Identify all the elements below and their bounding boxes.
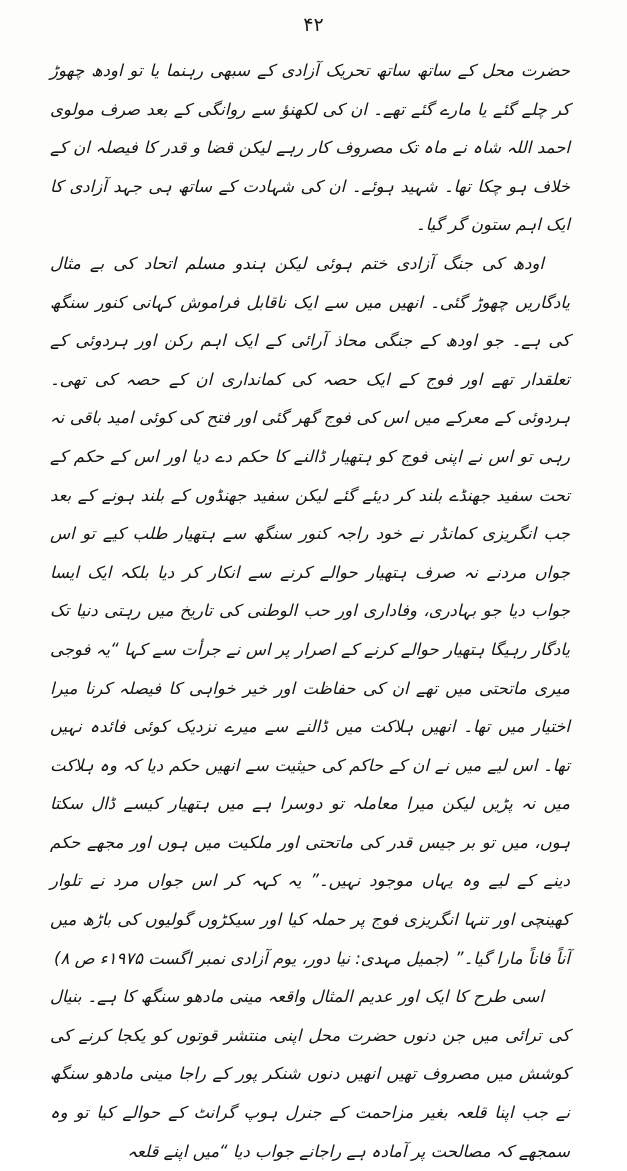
page-number: ۴۲ <box>303 14 324 36</box>
paragraph-kunwar-singh: اودھ کی جنگ آزادی ختم ہوئی لیکن ہندو مسلم اتحاد کی بے مثال یادگاریں چھوڑ گئی۔ انھیں میں سے ایک ناقابل فراموش کہانی کنور سنگھ کی ہے۔ جو اودھ کے جنگی محاذ آرائی کے ایک اہم رکن اور ہردوئی کے تعلقدار تھے اور فوج کے ایک حصہ کی کمانداری ان کے حصہ کی تھی۔ ہردوئی کے معرکے میں اس کی فوج گھر گئی اور فتح کی کوئی امید باقی نہ رہی تو اس نے اپنی فوج کو ہتھیار ڈالنے کا حکم دے دیا اور اس کے حکم کے تحت سفید جھنڈے بلند کر دیئے گئے لیکن سفید جھنڈوں کے بلند ہونے کے بعد جب انگریزی کمانڈر نے خود راجہ کنور سنگھ سے ہتھیار طلب کیے تو اس جواں مردنے نہ صرف ہتھیار حوالے کرنے سے انکار کر دیا بلکہ ایک ایسا جواب دیا جو بہادری، وفاداری اور حب الوطنی کی تاریخ میں رہتی دنیا تک یادگار رہیگا ہتھیار حوالے کرنے کے اصرار پر اس نے جرأت سے کہا “یہ فوجی میری ماتحتی میں تھے ان کی حفاظت اور خیر خواہی کا فیصلہ کرنا میرا اختیار میں تھا۔ انھیں ہلاکت میں ڈالنے سے میرے نزدیک کوئی فائدہ نہیں تھا۔ اس لیے میں نے ان کے حاکم کی حیثیت سے انھیں حکم دیا کہ وہ ہلاکت میں نہ پڑیں لیکن میرا معاملہ تو دوسرا ہے میں ہتھیار کیسے ڈال سکتا ہوں، میں تو بر جیس قدر کی ماتحتی اور ملکیت میں ہوں اور مجھے حکم دینے کے لیے وہ یہاں موجود نہیں۔” یہ کہہ کر اس جواں مرد نے تلوار کھینچی اور تنہا انگریزی فوج پر حملہ کیا اور سیکڑوں گولیوں کی باڑھ میں آناً فاناً مارا گیا۔” (جمیل مہدی: نیا دور، یوم آزادی نمبر اگست ۱۹۷۵ء ص ۸) <box>50 253 570 968</box>
paragraph-hazrat-mahal: حضرت محل کے ساتھ ساتھ تحریک آزادی کے سبھی رہنما یا تو اودھ چھوڑ کر چلے گئے یا مارے گئے تھے۔ ان کی لکھنؤ سے روانگی کے بعد صرف مولوی احمد اللہ شاہ نے ماہ تک مصروف کار رہے لیکن قضا و قدر کا فیصلہ ان کے خلاف ہو چکا تھا۔ شہید ہوئے۔ ان کی شہادت کے ساتھ ہی جہد آزادی کا ایک اہم ستون گر گیا۔ <box>50 61 570 235</box>
paragraph-beni-madho-singh: اسی طرح کا ایک اور عدیم المثال واقعہ مینی مادھو سنگھ کا ہے۔ بنیال کی ترائی میں جن دنوں حضرت محل اپنی منتشر قوتوں کو یکجا کرنے کی کوشش میں مصروف تھیں انھیں دنوں شنکر پور کے راجا مینی مادھو سنگھ نے جب اپنا قلعہ بغیر مزاحمت کے جنرل ہوپ گرانٹ کے حوالے کیا تو وہ سمجھے کہ مصالحت پر آمادہ ہے راجانے جواب دیا “میں اپنے قلعہ <box>50 987 570 1161</box>
urdu-body-text <box>50 52 570 1171</box>
